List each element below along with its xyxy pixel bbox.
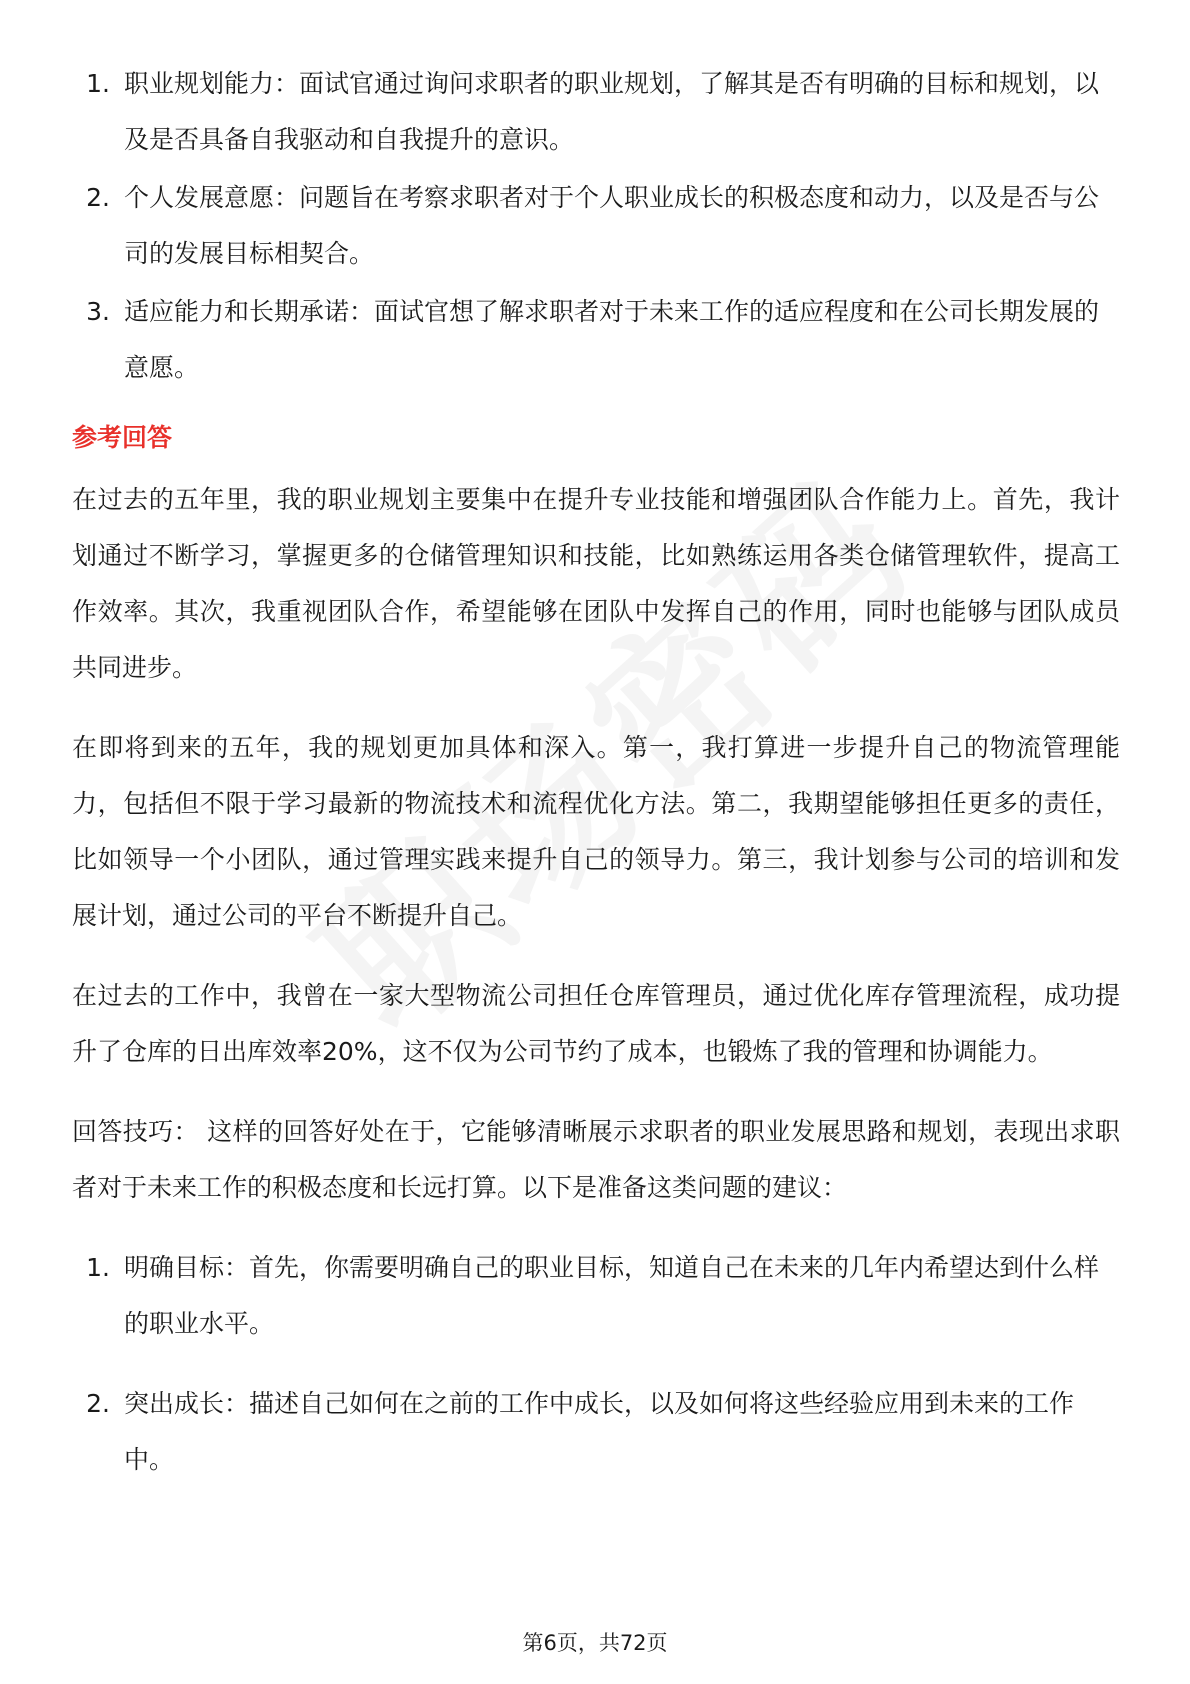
- list-item: [72, 170, 1120, 282]
- list-text: 个人发展意愿：问题旨在考察求职者对于个人职业成长的积极态度和动力，以及是否与公司的发展目标相契合。: [124, 183, 1100, 268]
- list-text: 突出成长：描述自己如何在之前的工作中成长，以及如何将这些经验应用到未来的工作中。: [124, 1389, 1075, 1474]
- answer-paragraph: 在即将到来的五年，我的规划更加具体和深入。第一，我打算进一步提升自己的物流管理能力，包括但不限于学习最新的物流技术和流程优化方法。第二，我期望能够担任更多的责任，比如领导一个小团队，通过管理实践来提升自己的领导力。第三，我计划参与公司的培训和发展计划，通过公司的平台不断提升自己。: [72, 733, 1120, 930]
- list-item: [72, 1240, 1120, 1352]
- list-text: 明确目标：首先，你需要明确自己的职业目标，知道自己在未来的几年内希望达到什么样的职业水平。: [124, 1253, 1100, 1338]
- list-item: [72, 1376, 1120, 1488]
- list-number: 2.: [86, 1389, 110, 1418]
- tips-paragraph: 回答技巧： 这样的回答好处在于，它能够清晰展示求职者的职业发展思路和规划，表现出求职者对于未来工作的积极态度和长远打算。以下是准备这类问题的建议：: [72, 1117, 1120, 1202]
- section-heading: 参考回答: [72, 423, 173, 452]
- intro-list: [72, 56, 1120, 396]
- list-number: 3.: [86, 297, 110, 326]
- list-item: [72, 284, 1120, 396]
- list-text: 职业规划能力：面试官通过询问求职者的职业规划，了解其是否有明确的目标和规划，以及是否具备自我驱动和自我提升的意识。: [124, 69, 1100, 154]
- answer-paragraph: 在过去的工作中，我曾在一家大型物流公司担任仓库管理员，通过优化库存管理流程，成功提升了仓库的日出库效率20%，这不仅为公司节约了成本，也锻炼了我的管理和协调能力。: [72, 981, 1120, 1066]
- page-footer: 第6页，共72页: [522, 1631, 668, 1655]
- list-item: [72, 56, 1120, 168]
- list-number: 1.: [86, 1253, 110, 1282]
- list-number: 2.: [86, 183, 110, 212]
- list-text: 适应能力和长期承诺：面试官想了解求职者对于未来工作的适应程度和在公司长期发展的意愿。: [124, 297, 1100, 382]
- tips-list: [72, 1240, 1120, 1488]
- answer-paragraph: 在过去的五年里，我的职业规划主要集中在提升专业技能和增强团队合作能力上。首先，我计划通过不断学习，掌握更多的仓储管理知识和技能，比如熟练运用各类仓储管理软件，提高工作效率。其次，我重视团队合作，希望能够在团队中发挥自己的作用，同时也能够与团队成员共同进步。: [72, 485, 1120, 682]
- list-number: 1.: [86, 69, 110, 98]
- page-content: [72, 56, 1120, 1512]
